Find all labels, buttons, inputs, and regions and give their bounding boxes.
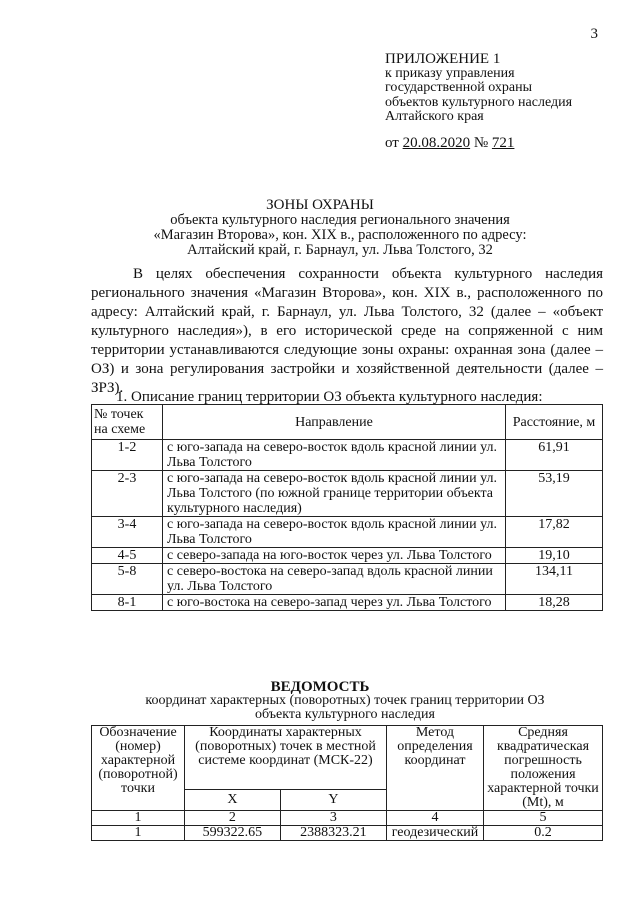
- vedomost-title-block: [0, 680, 640, 722]
- cell-distance: 17,82: [506, 517, 603, 548]
- table-row: [92, 440, 603, 471]
- cell-direction: с юго-запада на северо-восток вдоль красной линии ул. Льва Толстого (по южной границе территории объекта культурного наследия): [163, 471, 506, 517]
- header-coordinates: Координаты характерных (поворотных) точек в местной системе координат (МСК-22): [185, 726, 387, 790]
- zones-subtitle-line: «Магазин Второва», кон. XIX в., расположенного по адресу:: [153, 227, 527, 243]
- cell-points: 4-5: [92, 548, 163, 564]
- header-points: № точек на схеме: [92, 405, 163, 440]
- intro-paragraph: В целях обеспечения сохранности объекта культурного наследия регионального значения «Магазин Второва», кон. XIX в., расположенного по адресу: Алтайский край, г. Барнаул, ул. Льва Толстого, 32 (далее – «объект культурного наследия»), в его исторической среде на сопряженной с ним территории устанавливаются следующие зоны охраны: охранная зона (далее – ОЗ) и зона регулирования застройки и хозяйственной деятельности (далее – ЗРЗ).: [91, 266, 603, 396]
- column-number: 5: [484, 811, 603, 826]
- cell-distance: 134,11: [506, 564, 603, 595]
- header-direction: Направление: [163, 405, 506, 440]
- coordinates-table: [91, 725, 603, 841]
- cell-points: 5-8: [92, 564, 163, 595]
- intro-paragraph-block: [91, 265, 603, 398]
- cell-distance: 19,10: [506, 548, 603, 564]
- column-number: 3: [280, 811, 386, 826]
- cell-points: 8-1: [92, 595, 163, 611]
- cell-points: 2-3: [92, 471, 163, 517]
- table-row: [92, 595, 603, 611]
- table-row: [92, 548, 603, 564]
- zones-heading: ЗОНЫ ОХРАНЫ: [266, 197, 374, 213]
- boundaries-table: [91, 404, 603, 611]
- page-number: 3: [590, 26, 598, 42]
- cell-x: 599322.65: [185, 826, 281, 841]
- order-reference: [385, 135, 514, 152]
- order-date: 20.08.2020: [402, 135, 471, 151]
- column-number: 4: [387, 811, 484, 826]
- zones-subtitle-line: Алтайский край, г. Барнаул, ул. Льва Толстого, 32: [187, 242, 493, 258]
- cell-direction: с юго-запада на северо-восток вдоль красной линии ул. Льва Толстого: [163, 440, 506, 471]
- cell-point: 1: [92, 826, 185, 841]
- header-x: X: [185, 790, 281, 811]
- appendix-line: Алтайского края: [385, 109, 484, 124]
- cell-error: 0.2: [484, 826, 603, 841]
- cell-y: 2388323.21: [280, 826, 386, 841]
- table-header-row: [92, 405, 603, 440]
- cell-direction: с юго-запада на северо-восток вдоль красной линии ул. Льва Толстого: [163, 517, 506, 548]
- table-header-row: [92, 726, 603, 790]
- header-point-designation: Обозначение (номер) характерной (поворотной) точки: [92, 726, 185, 811]
- appendix-line: государственной охраны: [385, 80, 533, 95]
- table-row: [92, 564, 603, 595]
- order-prefix: от: [385, 135, 399, 151]
- header-distance: Расстояние, м: [506, 405, 603, 440]
- zones-subtitle-line: объекта культурного наследия регионального значения: [170, 212, 510, 228]
- cell-direction: с юго-востока на северо-запад через ул. Льва Толстого: [163, 595, 506, 611]
- table-row: [92, 826, 603, 841]
- order-number-sign: №: [473, 135, 489, 151]
- order-number: 721: [491, 135, 515, 151]
- zones-title-block: [0, 198, 640, 258]
- column-number: 2: [185, 811, 281, 826]
- table-number-row: [92, 811, 603, 826]
- cell-distance: 53,19: [506, 471, 603, 517]
- section-title: 1. Описание границ территории ОЗ объекта культурного наследия:: [116, 389, 543, 405]
- appendix-block: [385, 52, 572, 125]
- cell-direction: с северо-запада на юго-восток через ул. Льва Толстого: [163, 548, 506, 564]
- table-row: [92, 471, 603, 517]
- cell-method: геодезический: [387, 826, 484, 841]
- vedomost-heading: ВЕДОМОСТЬ: [270, 679, 370, 695]
- column-number: 1: [92, 811, 185, 826]
- vedomost-subtitle-line: объекта культурного наследия: [255, 707, 435, 722]
- cell-points: 1-2: [92, 440, 163, 471]
- vedomost-subtitle-line: координат характерных (поворотных) точек границ территории ОЗ: [145, 693, 545, 708]
- header-error: Средняя квадратическая погрешность положения характерной точки (Mt), м: [484, 726, 603, 811]
- table-row: [92, 517, 603, 548]
- cell-distance: 61,91: [506, 440, 603, 471]
- cell-direction: с северо-востока на северо-запад вдоль красной линии ул. Льва Толстого: [163, 564, 506, 595]
- header-y: Y: [280, 790, 386, 811]
- appendix-title: ПРИЛОЖЕНИЕ 1: [385, 51, 501, 67]
- cell-points: 3-4: [92, 517, 163, 548]
- appendix-line: к приказу управления: [385, 65, 515, 81]
- cell-distance: 18,28: [506, 595, 603, 611]
- appendix-line: объектов культурного наследия: [385, 94, 573, 110]
- header-method: Метод определения координат: [387, 726, 484, 811]
